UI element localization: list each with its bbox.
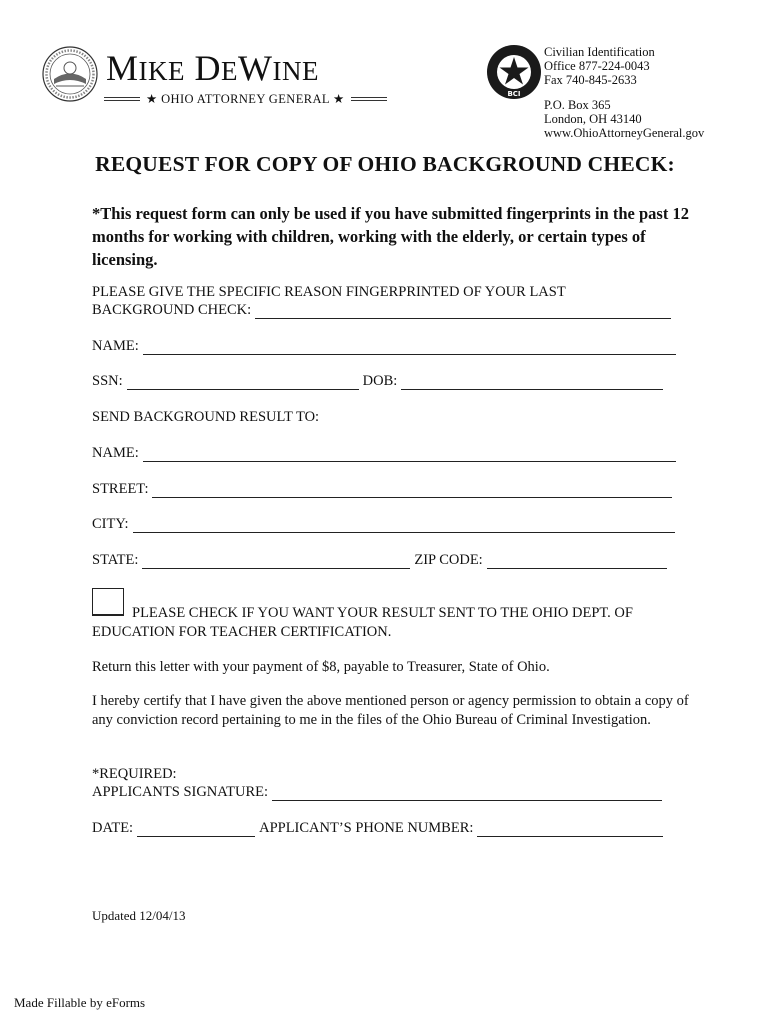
bci-star-badge-icon (486, 44, 542, 100)
city-row: CITY: (92, 516, 675, 533)
certification-statement: I hereby certify that I have given the above mentioned person or agency permission to obtain a copy of any conviction record pertaining to me in the files of the Ohio Bureau of Criminal Investigation. (92, 693, 689, 728)
office-subtitle: ★ OHIO ATTORNEY GENERAL ★ (104, 91, 387, 107)
signature-row: APPLICANTS SIGNATURE: (92, 784, 662, 801)
date-phone-row: DATE: APPLICANT’S PHONE NUMBER: (92, 820, 663, 837)
contact-line: Fax 740-845-2633 (544, 73, 637, 87)
signature-field[interactable] (272, 786, 662, 801)
zip-code-field[interactable] (487, 554, 667, 569)
checkbox-label-line1: PLEASE CHECK IF YOU WANT YOUR RESULT SENT TO THE OHIO DEPT. OF (132, 605, 633, 621)
recipient-name-field[interactable] (143, 447, 676, 462)
ssn-dob-row: SSN: DOB: (92, 373, 663, 390)
eforms-credit: Made Fillable by eForms (14, 995, 146, 1010)
attorney-general-seal-icon (42, 46, 98, 102)
reason-field[interactable] (255, 304, 671, 319)
state-field[interactable] (142, 554, 410, 569)
form-title: REQUEST FOR COPY OF OHIO BACKGROUND CHECK: (95, 152, 675, 176)
website-link[interactable]: www.OhioAttorneyGeneral.gov (544, 126, 705, 140)
checkbox-label-line2: EDUCATION FOR TEACHER CERTIFICATION. (92, 624, 392, 640)
left-rule (104, 97, 140, 101)
phone-number-field[interactable] (477, 822, 663, 837)
city-field[interactable] (133, 518, 675, 533)
right-rule (351, 97, 387, 101)
attorney-general-name: MIKE DEWINE (106, 48, 319, 88)
contact-line: Office 877-224-0043 (544, 59, 650, 73)
name-row: NAME: (92, 338, 676, 355)
send-name-row: NAME: (92, 445, 676, 462)
dob-field[interactable] (401, 375, 663, 390)
required-label: *REQUIRED: (92, 766, 177, 782)
state-zip-row: STATE: ZIP CODE: (92, 552, 667, 569)
svg-text:BCI: BCI (507, 90, 521, 98)
contact-line: London, OH 43140 (544, 112, 642, 126)
contact-line: Civilian Identification (544, 45, 655, 59)
ssn-field[interactable] (127, 375, 359, 390)
reason-label-line1: PLEASE GIVE THE SPECIFIC REASON FINGERPRINTED OF YOUR LAST (92, 284, 566, 300)
street-row: STREET: (92, 481, 672, 498)
date-field[interactable] (137, 822, 255, 837)
street-field[interactable] (152, 483, 672, 498)
applicant-name-field[interactable] (143, 340, 676, 355)
teacher-certification-checkbox[interactable] (92, 588, 124, 616)
send-result-heading: SEND BACKGROUND RESULT TO: (92, 409, 320, 425)
updated-date: Updated 12/04/13 (92, 908, 186, 923)
reason-row: BACKGROUND CHECK: (92, 302, 671, 319)
payment-instructions: Return this letter with your payment of $8, payable to Treasurer, State of Ohio. (92, 659, 550, 675)
eligibility-notice: *This request form can only be used if you have submitted fingerprints in the past 12 months for working with children, working with the elderly, or certain types of licensing. (92, 204, 689, 269)
contact-block (544, 45, 704, 140)
contact-line: P.O. Box 365 (544, 98, 611, 112)
